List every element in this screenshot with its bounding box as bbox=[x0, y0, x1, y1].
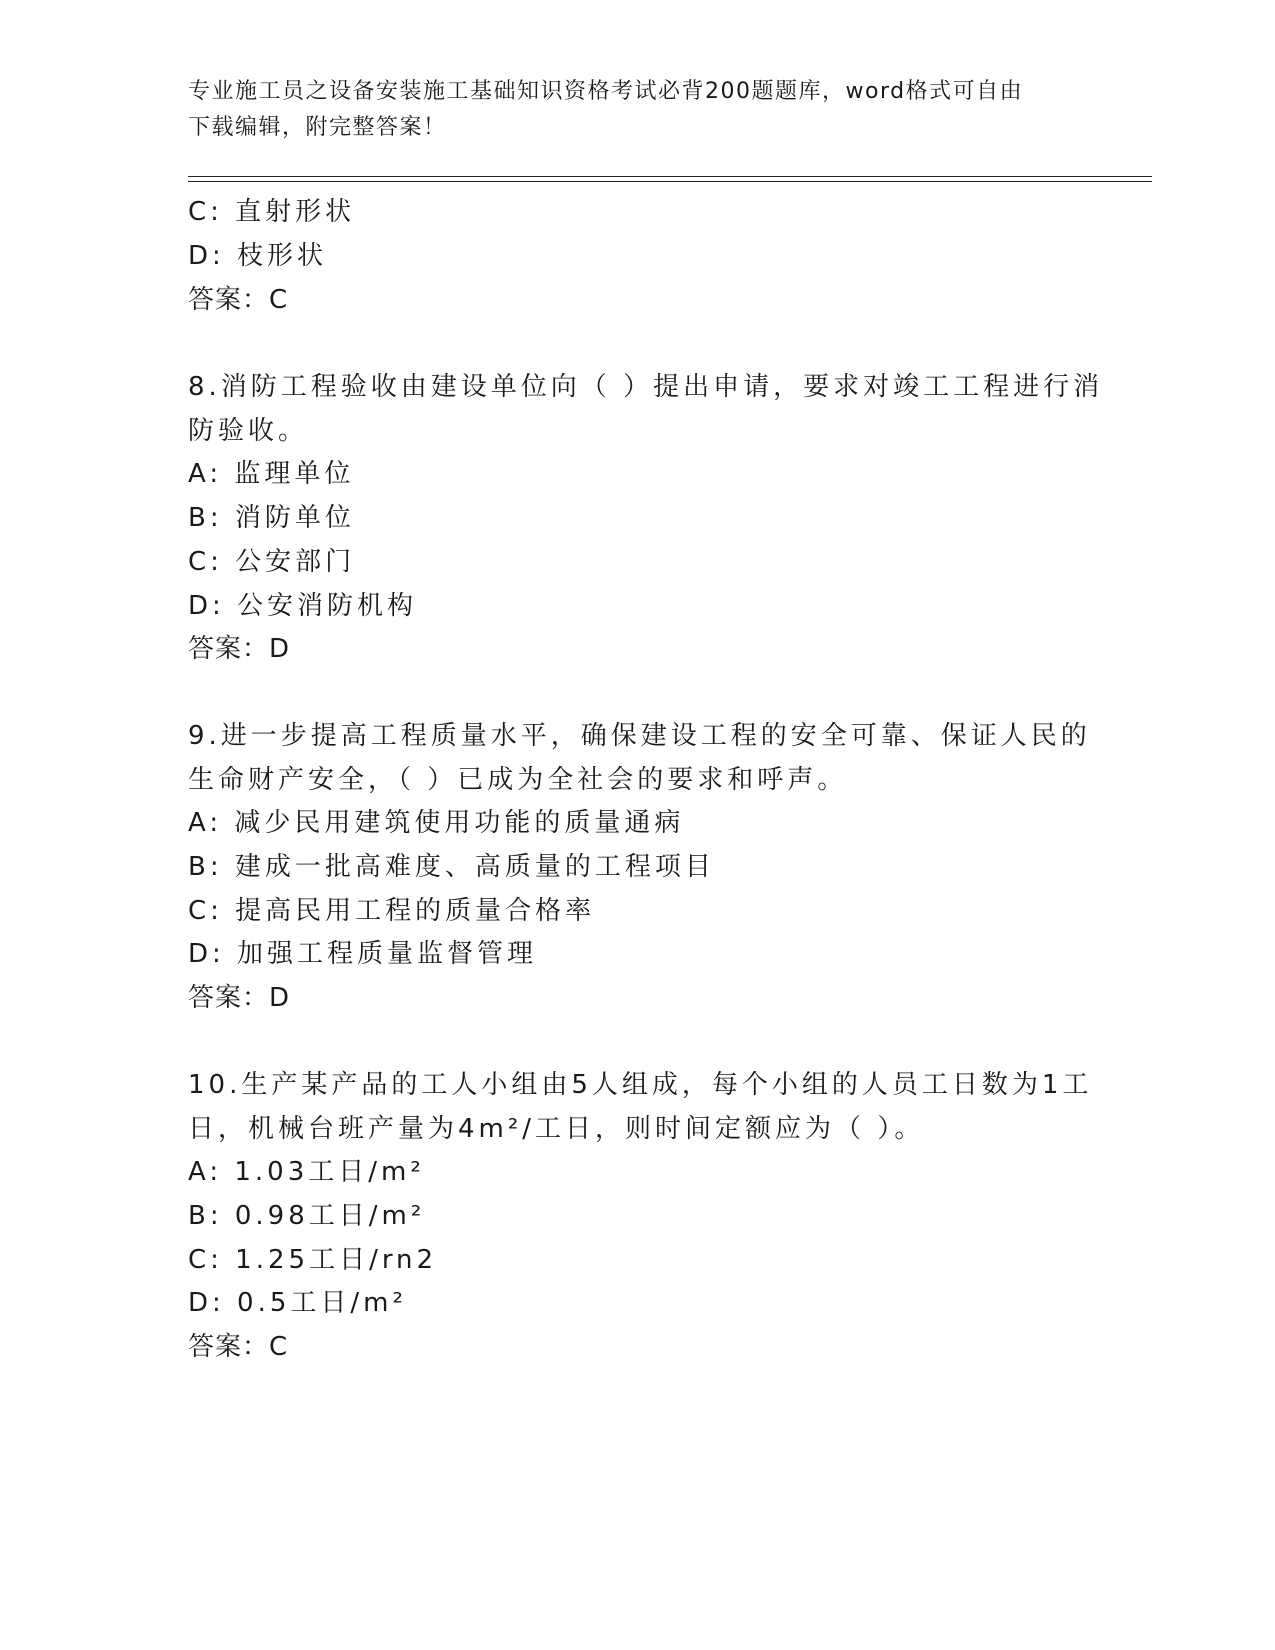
q9-option-c: C: 提高民用工程的质量合格率 bbox=[188, 896, 596, 926]
q9-option-d: D: 加强工程质量监督管理 bbox=[188, 939, 538, 969]
header-divider-bottom bbox=[188, 181, 1152, 182]
header-divider-top bbox=[188, 176, 1152, 177]
header-line-1: 专业施工员之设备安装施工基础知识资格考试必背200题题库，word格式可自由 bbox=[188, 79, 1024, 104]
q8-option-d: D: 公安消防机构 bbox=[188, 591, 418, 621]
q10-option-a: A: 1.03工日/m² bbox=[188, 1157, 425, 1187]
q8-option-a: A: 监理单位 bbox=[188, 459, 355, 489]
q8-option-c: C: 公安部门 bbox=[188, 547, 356, 577]
q8-answer: 答案：D bbox=[188, 634, 291, 664]
q7-option-c: C: 直射形状 bbox=[188, 197, 356, 227]
q9-option-a: A: 减少民用建筑使用功能的质量通病 bbox=[188, 808, 685, 838]
q8-stem-line-2: 防验收。 bbox=[188, 416, 309, 446]
q10-option-d: D: 0.5工日/m² bbox=[188, 1288, 407, 1318]
q7-option-d: D: 枝形状 bbox=[188, 241, 328, 271]
q7-answer: 答案：C bbox=[188, 285, 289, 315]
q8-stem-line-1: 8.消防工程验收由建设单位向（ ）提出申请，要求对竣工工程进行消 bbox=[188, 372, 1104, 402]
q10-stem-line-1: 10.生产某产品的工人小组由5人组成，每个小组的人员工日数为1工 bbox=[188, 1070, 1093, 1100]
q9-option-b: B: 建成一批高难度、高质量的工程项目 bbox=[188, 852, 715, 882]
document-header bbox=[188, 74, 1088, 146]
q9-stem-line-1: 9.进一步提高工程质量水平，确保建设工程的安全可靠、保证人民的 bbox=[188, 721, 1091, 751]
q10-stem-line-2: 日，机械台班产量为4m²/工日，则时间定额应为（ ）。 bbox=[188, 1114, 925, 1144]
q10-option-b: B: 0.98工日/m² bbox=[188, 1201, 426, 1231]
q10-option-c: C: 1.25工日/rn2 bbox=[188, 1245, 438, 1275]
q9-answer: 答案：D bbox=[188, 983, 291, 1013]
q9-stem-line-2: 生命财产安全，（ ）已成为全社会的要求和呼声。 bbox=[188, 765, 848, 795]
header-line-2: 下载编辑，附完整答案！ bbox=[188, 115, 447, 140]
q10-answer: 答案：C bbox=[188, 1332, 289, 1362]
q8-option-b: B: 消防单位 bbox=[188, 503, 355, 533]
